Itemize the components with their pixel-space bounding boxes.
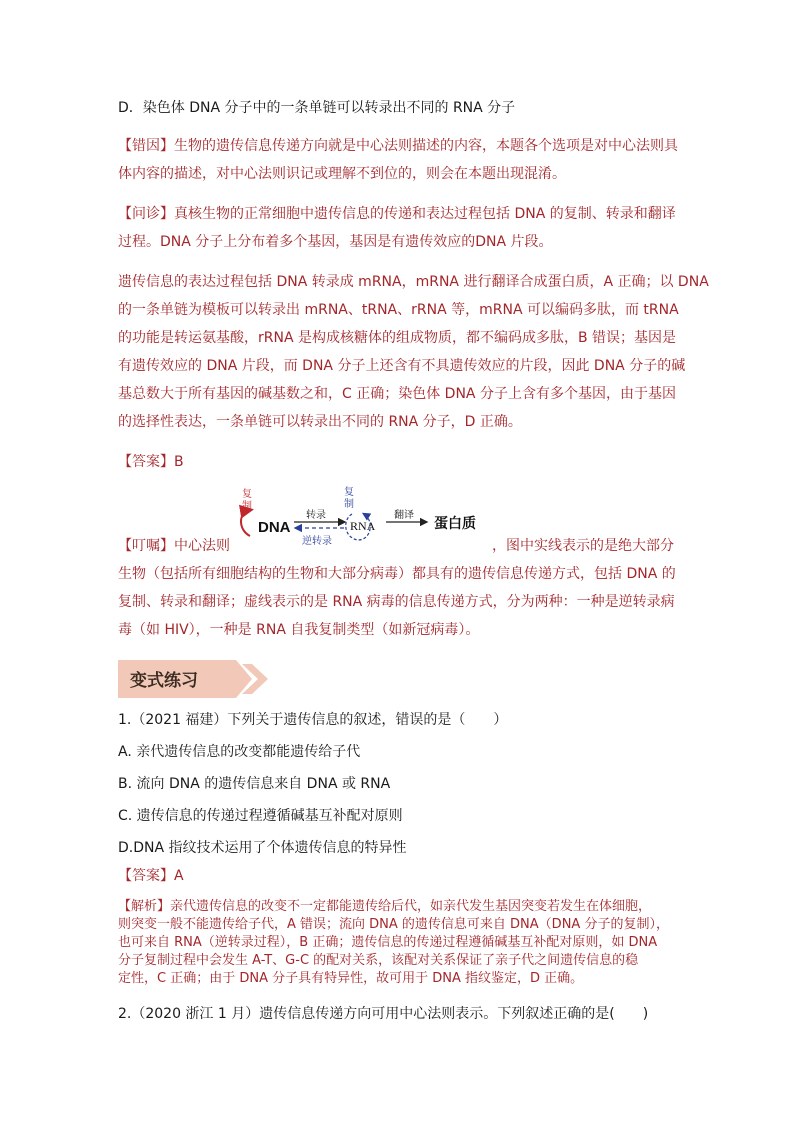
explain-line-6: 的选择性表达，一条单链可以转录出不同的 RNA 分子，D 正确。 [118, 414, 522, 430]
answer-1-tag: 【答案】 [118, 454, 174, 470]
dingzhu-tag: 【叮嘱】 [118, 538, 174, 554]
dingzhu-line-2: 生物（包括所有细胞结构的生物和大部分病毒）都具有的遗传信息传递方式，包括 DNA 的 [118, 566, 676, 582]
dingzhu-after: ，图中实线表示的是绝大部分 [492, 538, 674, 554]
dingzhu-lead: 中心法则 [174, 538, 230, 554]
wenzhen-tag: 【问诊】 [118, 206, 174, 222]
jiexi-line-2: 则突变一般不能遗传给子代，A 错误；流向 DNA 的遗传信息可来自 DNA（DNA 分子的复制）， [118, 917, 669, 932]
answer-1-line [118, 448, 678, 476]
cuoyin-line-1 [118, 132, 678, 160]
jiexi-line-3: 也可来自 RNA（逆转录过程），B 正确；遗传信息的传递过程遵循碱基互补配对原则，如 DNA [118, 935, 658, 950]
dingzhu-line-4: 毒（如 HIV），一种是 RNA 自我复制类型（如新冠病毒）。 [118, 622, 480, 638]
explain-line-1: 遗传信息的表达过程包括 DNA 转录成 mRNA，mRNA 进行翻译合成蛋白质，A 正确；以 DNA [118, 274, 709, 290]
dingzhu-section [118, 532, 678, 644]
jiexi-text-1: 亲代遗传信息的改变不一定都能遗传给后代，如亲代发生基因突变若发生在体细胞， [170, 899, 652, 914]
q1-option-b: B. 流向 DNA 的遗传信息来自 DNA 或 RNA [118, 776, 391, 792]
jiexi-line-4: 分子复制过程中会发生 A-T、G-C 的配对关系，该配对关系保证了亲子代之间遗传信息的稳 [118, 953, 639, 968]
protein-label: 蛋白质 [434, 516, 476, 532]
option-d-text: D．染色体 DNA 分子中的一条单链可以转录出不同的 RNA 分子 [118, 100, 516, 116]
explain-line-2: 的一条单链为模板可以转录出 mRNA、tRNA、rRNA 等，mRNA 可以编码多肽，而 tRNA [118, 302, 679, 318]
nizhuanlu-label: 逆转录 [302, 536, 332, 547]
fuzhi-right-2: 制 [344, 499, 354, 510]
cuoyin-line-2: 体内容的描述，对中心法则识记或理解不到位的，则会在本题出现混淆。 [118, 166, 566, 182]
q2-stem: 2.（2020 浙江 1 月）遗传信息传递方向可用中心法则表示。下列叙述正确的是( ) [118, 1006, 649, 1022]
answer-2-tag: 【答案】 [118, 868, 174, 884]
explain-paragraph [118, 268, 709, 436]
jiexi-line-5: 定性，C 正确；由于 DNA 分子具有特异性，故可用于 DNA 指纹鉴定，D 正确。 [118, 971, 584, 986]
answer-1-value: B [174, 454, 184, 470]
question-2 [118, 1000, 678, 1028]
q1-option-c: C. 遗传信息的传递过程遵循碱基互补配对原则 [118, 808, 403, 824]
jiexi-section [118, 898, 678, 988]
jiexi-tag: 【解析】 [118, 899, 171, 914]
option-d [118, 94, 678, 122]
dna-label: DNA [258, 519, 291, 536]
explain-line-4: 有遗传效应的 DNA 片段，而 DNA 分子上还含有不具遗传效应的片段，因此 DNA 分子的碱 [118, 358, 686, 374]
wenzhen-section [118, 200, 678, 256]
answer-2-line [118, 862, 678, 890]
zhuanlu-label: 转录 [306, 510, 326, 521]
wenzhen-text-1: 真核生物的正常细胞中遗传信息的传递和表达过程包括 DNA 的复制、转录和翻译 [174, 206, 676, 222]
cuoyin-tag: 【错因】 [118, 138, 174, 154]
fuzhi-left-2: 制 [242, 501, 252, 512]
fanyi-label: 翻译 [394, 510, 414, 521]
answer-2-value: A [174, 868, 184, 884]
rna-label: RNA [350, 519, 376, 533]
question-1 [118, 706, 678, 862]
jiexi-line-1 [118, 898, 678, 916]
q1-stem: 1.（2021 福建）下列关于遗传信息的叙述，错误的是（ ） [118, 712, 508, 728]
section-banner [118, 660, 270, 698]
q1-option-a: A. 亲代遗传信息的改变都能遗传给子代 [118, 744, 361, 760]
banner-text: 变式练习 [130, 671, 198, 691]
explain-line-5: 基总数大于所有基因的碱基数之和，C 正确；染色体 DNA 分子上含有多个基因，由于基因 [118, 386, 676, 402]
dingzhu-line-3: 复制、转录和翻译；虚线表示的是 RNA 病毒的信息传递方式，分为两种：一种是逆转录病 [118, 594, 675, 610]
wenzhen-line-2: 过程。DNA 分子上分布着多个基因，基因是有遗传效应的DNA 片段。 [118, 234, 553, 250]
fuzhi-right-1: 复 [344, 487, 354, 498]
cuoyin-text-1: 生物的遗传信息传递方向就是中心法则描述的内容，本题各个选项是对中心法则具 [174, 138, 678, 154]
wenzhen-line-1 [118, 200, 678, 228]
explain-line-3: 的功能是转运氨基酸，rRNA 是构成核糖体的组成物质，都不编码成多肽，B 错误；基因是 [118, 330, 677, 346]
q1-option-d: D.DNA 指纹技术运用了个体遗传信息的特异性 [118, 840, 407, 856]
cuoyin-section [118, 132, 678, 188]
answer-2 [118, 862, 678, 890]
dingzhu-line-1 [118, 532, 678, 560]
answer-1 [118, 448, 678, 476]
fuzhi-left-1: 复 [242, 489, 252, 500]
